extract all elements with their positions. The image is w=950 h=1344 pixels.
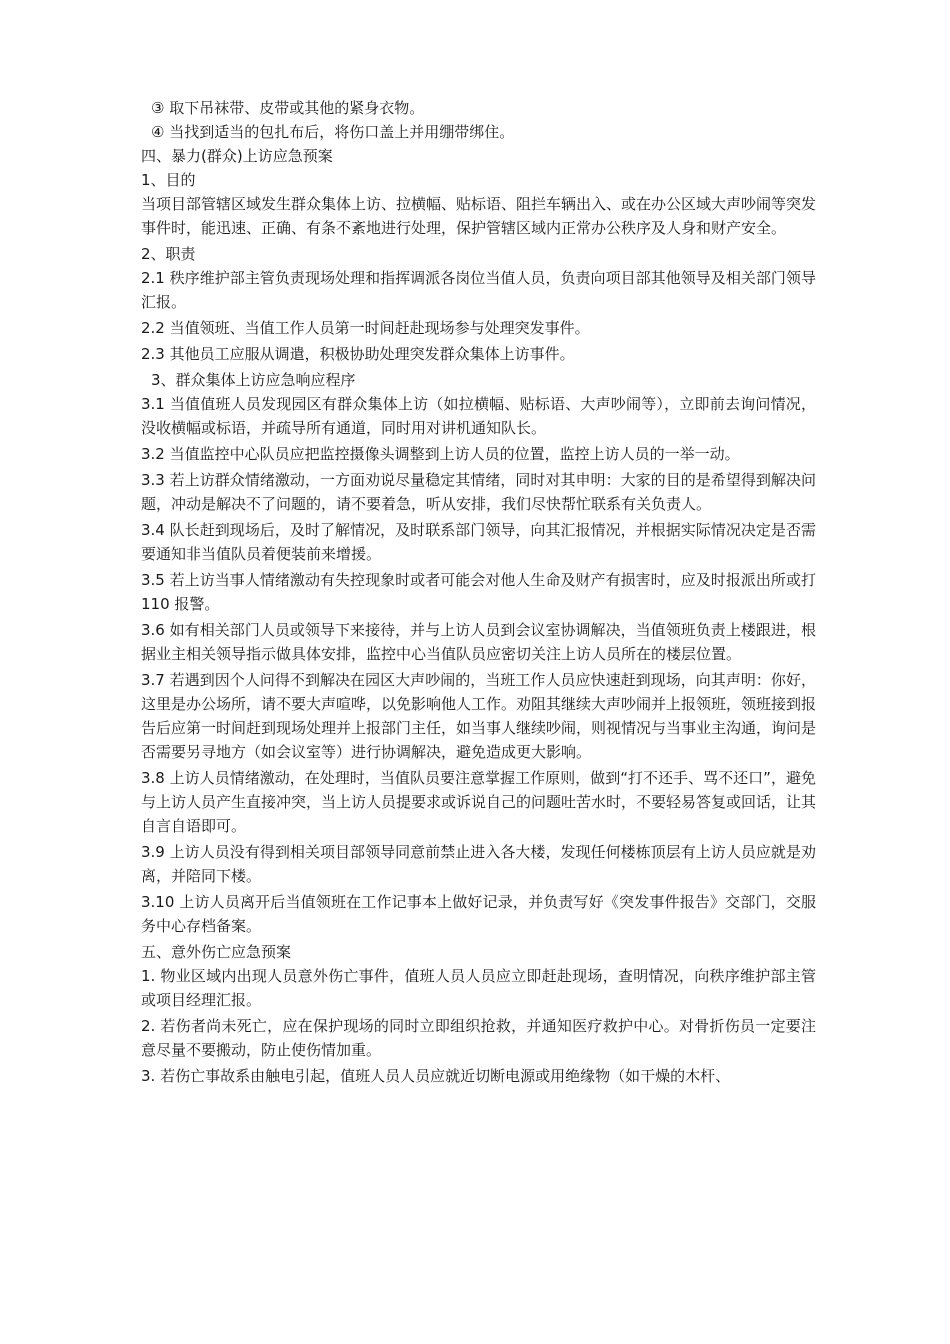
paragraph: 3.7 若遇到因个人问得不到解决在园区大声吵闹的，当班工作人员应快速赶到现场，向其声明：你好，这里是办公场所，请不要大声喧哗，以免影响他人工作。劝阻其继续大声吵闹并上报领班，领班接到报告后应第一时间赶到现场处理并上报部门主任，如当事人继续吵闹，则视情况与当事业主沟通，询问是否需要另寻地方（如会议室等）进行协调解决，避免造成更大影响。 (141, 671, 817, 761)
paragraph: 3.9 上访人员没有得到相关项目部领导同意前禁止进入各大楼，发现任何楼栋顶层有上访人员应就是劝离，并陪同下楼。 (141, 843, 816, 885)
paragraph: 当项目部管辖区域发生群众集体上访、拉横幅、贴标语、阻拦车辆出入、或在办公区域大声吵闹等突发事件时，能迅速、正确、有条不紊地进行处理，保护管辖区域内正常办公秩序及人身和财产安全。 (141, 195, 817, 237)
heading-line: 四、暴力(群众)上访应急预案 (141, 147, 333, 165)
paragraph: 2.3 其他员工应服从调遣，积极协助处理突发群众集体上访事件。 (141, 345, 575, 363)
paragraph: 2. 若伤者尚未死亡，应在保护现场的同时立即组织抢救，并通知医疗救护中心。对骨折伤员一定要注意尽量不要搬动，防止使伤情加重。 (141, 1017, 816, 1059)
paragraph: 3.6 如有相关部门人员或领导下来接待，并与上访人员到会议室协调解决，当值领班负责上楼跟进，根据业主相关领导指示做具体安排，监控中心当值队员应密切关注上访人员所在的楼层位置。 (141, 621, 816, 663)
heading-line: ③ 取下吊袜带、皮带或其他的紧身衣物。 (151, 99, 425, 117)
paragraph: 3.2 当值监控中心队员应把监控摄像头调整到上访人员的位置，监控上访人员的一举一动。 (141, 445, 740, 463)
heading-line: ④ 当找到适当的包扎布后，将伤口盖上并用绷带绑住。 (151, 123, 515, 141)
heading-line: 1、目的 (141, 171, 196, 189)
paragraph: 3.10 上访人员离开后当值领班在工作记事本上做好记录，并负责写好《突发事件报告》交部门，交服务中心存档备案。 (141, 893, 816, 935)
document-body (141, 96, 816, 1090)
heading-line: 2、职责 (141, 245, 196, 263)
paragraph: 3.3 若上访群众情绪激动，一方面劝说尽量稳定其情绪，同时对其申明：大家的目的是希望得到解决问题，冲动是解决不了问题的，请不要着急，听从安排，我们尽快帮忙联系有关负责人。 (141, 471, 816, 513)
heading-line: 五、意外伤亡应急预案 (141, 943, 292, 961)
paragraph: 3.4 队长赶到现场后，及时了解情况，及时联系部门领导，向其汇报情况，并根据实际情况决定是否需要通知非当值队员着便装前来增援。 (141, 521, 816, 563)
paragraph: 3. 若伤亡事故系由触电引起，值班人员人员应就近切断电源或用绝缘物（如干燥的木杆、 (141, 1067, 731, 1085)
paragraph: 3.1 当值值班人员发现园区有群众集体上访（如拉横幅、贴标语、大声吵闹等），立即前去询问情况，没收横幅或标语，并疏导所有通道，同时用对讲机通知队长。 (141, 395, 816, 437)
paragraph: 3.5 若上访当事人情绪激动有失控现象时或者可能会对他人生命及财产有损害时，应及时报派出所或打 110 报警。 (141, 571, 816, 613)
heading-line: 3、群众集体上访应急响应程序 (151, 371, 356, 389)
paragraph: 2.2 当值领班、当值工作人员第一时间赶赴现场参与处理突发事件。 (141, 319, 590, 337)
paragraph: 2.1 秩序维护部主管负责现场处理和指挥调派各岗位当值人员，负责向项目部其他领导及相关部门领导汇报。 (141, 269, 816, 311)
paragraph: 3.8 上访人员情绪激动，在处理时，当值队员要注意掌握工作原则，做到“打不还手、骂不还口”，避免与上访人员产生直接冲突，当上访人员提要求或诉说自己的问题吐苦水时，不要轻易答复或回话，让其自言自语即可。 (141, 769, 817, 835)
paragraph: 1. 物业区域内出现人员意外伤亡事件，值班人员人员应立即赶赴现场，查明情况，向秩序维护部主管或项目经理汇报。 (141, 967, 816, 1009)
